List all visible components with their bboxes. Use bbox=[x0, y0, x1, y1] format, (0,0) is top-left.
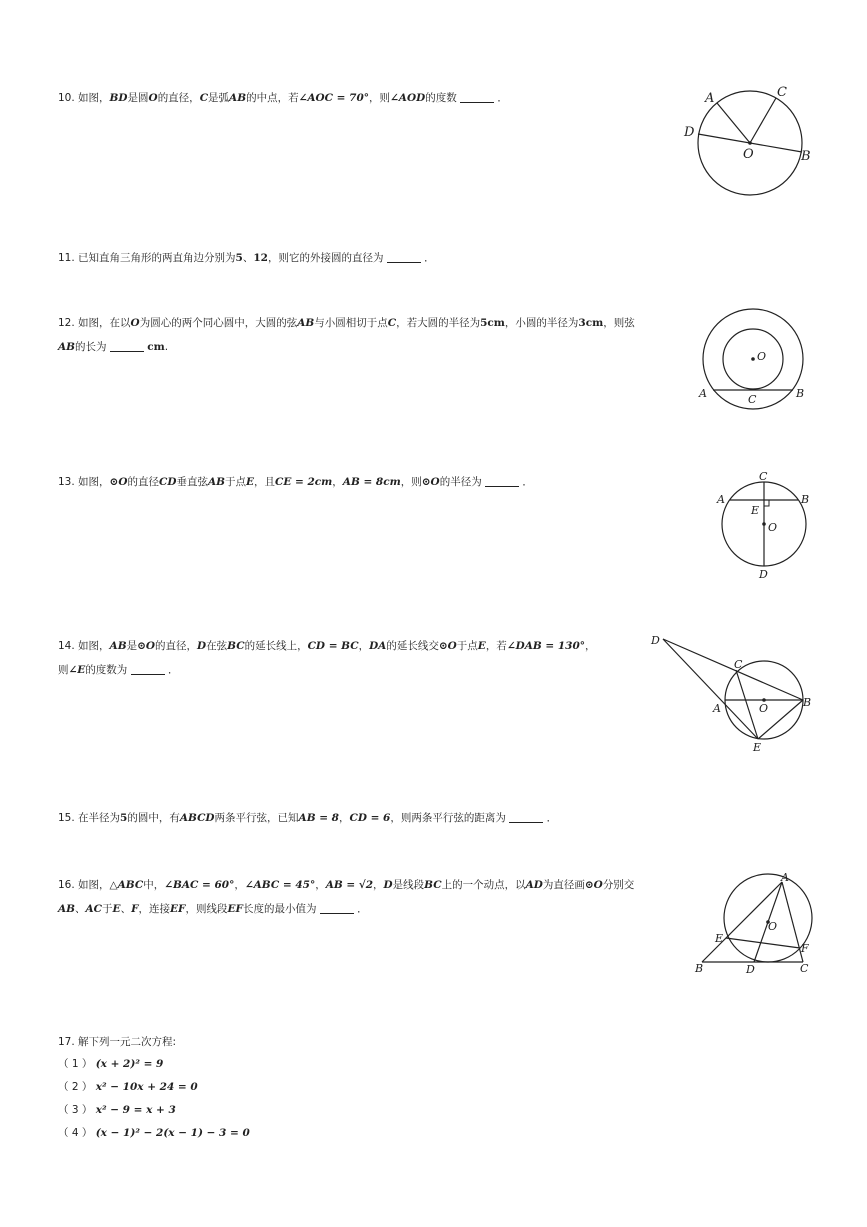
q15-number: 15. bbox=[58, 812, 75, 824]
q12-math: O bbox=[130, 317, 140, 329]
q16-text: 如图， bbox=[78, 879, 110, 891]
q12-text: 如图，在以 bbox=[78, 317, 131, 329]
q16-text: 分别交 bbox=[602, 879, 635, 891]
label-c: C bbox=[800, 962, 809, 975]
q16-math: E bbox=[112, 903, 121, 915]
q16-text: ， bbox=[315, 879, 326, 891]
q14-text: 是 bbox=[126, 640, 138, 652]
q12-text: . bbox=[164, 341, 169, 353]
q13-text: ，且 bbox=[254, 476, 276, 488]
q13-text: ． bbox=[522, 476, 533, 488]
q11-number: 11. bbox=[58, 252, 75, 264]
q16-figure bbox=[690, 872, 820, 982]
q15-text: 在半径为 bbox=[78, 812, 121, 824]
label-a: A bbox=[781, 871, 789, 884]
q10-math: BD bbox=[109, 92, 128, 104]
answer-blank[interactable] bbox=[509, 810, 543, 823]
q17-equation: x² − 10x + 24 = 0 bbox=[95, 1081, 198, 1093]
q11-math: 12 bbox=[253, 252, 268, 264]
q15-text: ，则两条平行弦的距离为 bbox=[390, 812, 506, 824]
q16-text: ，连接 bbox=[138, 903, 171, 915]
answer-blank[interactable] bbox=[110, 339, 144, 352]
q14-text: ，若 bbox=[485, 640, 507, 652]
q17-item bbox=[58, 1100, 176, 1120]
q14-text: 如图， bbox=[78, 640, 110, 652]
q13-math: AB bbox=[207, 476, 225, 488]
q15-math: CD = 6 bbox=[349, 812, 391, 824]
q14-number: 14. bbox=[58, 640, 75, 652]
q13-text: 如图， bbox=[78, 476, 110, 488]
q10-number: 10. bbox=[58, 92, 75, 104]
q12-number: 12. bbox=[58, 317, 75, 329]
q17-equation: (x + 2)² = 9 bbox=[95, 1058, 164, 1070]
label-d: D bbox=[684, 125, 695, 140]
q10-math: ∠AOC = 70° bbox=[298, 92, 369, 104]
label-b: B bbox=[796, 387, 805, 400]
q13-text: 垂直弦 bbox=[176, 476, 208, 488]
q16-text: 于 bbox=[102, 903, 113, 915]
label-b: B bbox=[695, 962, 704, 975]
q12-text: 为圆心的两个同心圆中，大圆的弦 bbox=[139, 317, 298, 329]
q16-math: EF bbox=[170, 903, 186, 915]
q11-text: 、 bbox=[242, 252, 254, 264]
q17-item bbox=[58, 1077, 198, 1097]
q16-math: EF bbox=[227, 903, 243, 915]
q16-text: ． bbox=[357, 903, 368, 915]
q17-item-label: （ 1 ） bbox=[58, 1058, 93, 1070]
q12-text: ，则弦 bbox=[603, 317, 635, 329]
q12-text: 的长为 bbox=[75, 341, 107, 353]
label-c: C bbox=[777, 85, 787, 100]
q14-text: ， bbox=[585, 640, 596, 652]
q15-text: 的圆中，有 bbox=[127, 812, 180, 824]
q13-text: 的直径 bbox=[127, 476, 159, 488]
q14-text: 则 bbox=[58, 664, 69, 676]
q12-figure bbox=[695, 314, 815, 409]
q13-math: ⊙O bbox=[109, 476, 128, 488]
circle-outline bbox=[724, 874, 812, 962]
q10-math: AB bbox=[229, 92, 247, 104]
q12-math: cm bbox=[147, 341, 165, 353]
segment-ef bbox=[726, 938, 800, 948]
q17-item bbox=[58, 1123, 250, 1143]
line-de bbox=[663, 639, 758, 739]
q10-text: ． bbox=[497, 92, 508, 104]
question-17-title: 17. 解下列一元二次方程: bbox=[58, 1036, 177, 1048]
label-o: O bbox=[757, 350, 767, 363]
q14-math: D bbox=[197, 640, 207, 652]
center-point bbox=[762, 522, 766, 526]
q14-text: 在弦 bbox=[206, 640, 228, 652]
q10-math: ∠AOD bbox=[390, 92, 426, 104]
q13-figure bbox=[710, 468, 820, 583]
q14-math: ∠E bbox=[68, 664, 86, 676]
q16-math: F bbox=[131, 903, 139, 915]
q16-math: △ABC bbox=[109, 879, 144, 891]
label-b: B bbox=[803, 696, 812, 709]
q14-math: ⊙O bbox=[137, 640, 156, 652]
q11-text: ． bbox=[424, 252, 435, 264]
label-c: C bbox=[734, 658, 743, 671]
label-f: F bbox=[801, 942, 809, 955]
q15-text: ． bbox=[546, 812, 558, 824]
q14-math: CD = BC bbox=[307, 640, 359, 652]
q11-math: 5 bbox=[235, 252, 243, 264]
label-o: O bbox=[743, 147, 754, 162]
label-e: E bbox=[715, 932, 724, 945]
label-o: O bbox=[768, 521, 778, 534]
q14-figure bbox=[648, 630, 818, 755]
label-d: D bbox=[651, 634, 660, 647]
q13-text: 于点 bbox=[225, 476, 246, 488]
q14-math: DA bbox=[369, 640, 387, 652]
question-10 bbox=[58, 86, 508, 110]
q16-math: BC bbox=[424, 879, 442, 891]
label-a: A bbox=[713, 702, 721, 715]
q12-math: C bbox=[387, 317, 397, 329]
label-b: B bbox=[801, 149, 811, 164]
q13-math: CE = 2cm bbox=[275, 476, 333, 488]
q10-text: 如图， bbox=[78, 92, 110, 104]
question-11 bbox=[58, 246, 435, 270]
label-b: B bbox=[801, 493, 810, 506]
center-point bbox=[751, 357, 755, 361]
answer-blank[interactable] bbox=[485, 474, 519, 487]
q10-math: O bbox=[148, 92, 158, 104]
q16-math: ∠ABC = 45° bbox=[244, 879, 316, 891]
q17-item-label: （ 2 ） bbox=[58, 1081, 93, 1093]
q10-text: 的度数 bbox=[425, 92, 457, 104]
label-e: E bbox=[753, 741, 762, 754]
q16-math: D bbox=[383, 879, 393, 891]
label-d: D bbox=[759, 568, 768, 581]
center-point bbox=[748, 141, 752, 145]
q13-math: ⊙O bbox=[421, 476, 440, 488]
q16-text: 中， bbox=[143, 879, 165, 891]
q14-text: 的延长线交 bbox=[386, 640, 439, 652]
q16-text: 长度的最小值为 bbox=[242, 903, 317, 915]
q16-text: ， bbox=[373, 879, 384, 891]
q14-math: ⊙O bbox=[438, 640, 457, 652]
q16-number: 16. bbox=[58, 879, 75, 891]
q10-text: 的直径， bbox=[157, 92, 200, 104]
q14-text: ． bbox=[168, 664, 179, 676]
q12-math: 5cm bbox=[480, 317, 505, 329]
line-db bbox=[663, 639, 803, 700]
q10-text: 是弧 bbox=[208, 92, 230, 104]
q15-math: ABCD bbox=[179, 812, 215, 824]
answer-blank[interactable] bbox=[387, 250, 421, 263]
q16-math: ⊙O bbox=[584, 879, 603, 891]
q15-math: 5 bbox=[120, 812, 128, 824]
answer-blank[interactable] bbox=[460, 90, 494, 103]
q10-text: ，则 bbox=[369, 92, 390, 104]
q17-equation: x² − 9 = x + 3 bbox=[95, 1104, 176, 1116]
q16-math: AD bbox=[525, 879, 543, 891]
answer-blank[interactable] bbox=[320, 901, 354, 914]
q12-math: AB bbox=[58, 341, 76, 353]
q12-math: AB bbox=[297, 317, 315, 329]
right-angle-mark bbox=[764, 500, 769, 506]
label-o: O bbox=[759, 702, 769, 715]
q12-text: ，若大圆的半径为 bbox=[396, 317, 481, 329]
q14-math: ∠DAB = 130° bbox=[506, 640, 586, 652]
q13-math: AB = 8cm bbox=[342, 476, 401, 488]
q17-item bbox=[58, 1054, 163, 1074]
question-12 bbox=[58, 311, 688, 359]
q10-math: C bbox=[199, 92, 209, 104]
question-13 bbox=[58, 470, 533, 494]
q13-text: ，则 bbox=[400, 476, 422, 488]
q10-text: 是圆 bbox=[127, 92, 149, 104]
radius-oa bbox=[717, 103, 750, 143]
q17-equation: (x − 1)² − 2(x − 1) − 3 = 0 bbox=[95, 1127, 250, 1139]
q14-text: ， bbox=[358, 640, 370, 652]
label-a: A bbox=[699, 387, 707, 400]
question-14 bbox=[58, 634, 658, 682]
q14-math: E bbox=[477, 640, 486, 652]
question-16 bbox=[58, 873, 688, 921]
q14-text: 的度数为 bbox=[85, 664, 128, 676]
q16-math: AC bbox=[85, 903, 103, 915]
label-c: C bbox=[759, 470, 768, 483]
q17-item-label: （ 4 ） bbox=[58, 1127, 93, 1139]
q15-text: ， bbox=[338, 812, 350, 824]
q16-text: ，则线段 bbox=[185, 903, 228, 915]
q14-math: BC bbox=[227, 640, 245, 652]
q16-math: ∠BAC = 60° bbox=[164, 879, 235, 891]
q14-text: 的直径， bbox=[155, 640, 198, 652]
answer-blank[interactable] bbox=[131, 662, 165, 675]
q15-math: AB = 8 bbox=[298, 812, 339, 824]
q16-text: ， bbox=[234, 879, 245, 891]
label-a: A bbox=[705, 91, 715, 106]
q16-text: 、 bbox=[75, 903, 86, 915]
line-ce bbox=[736, 670, 758, 739]
q16-text: 为直径画 bbox=[542, 879, 585, 891]
label-d: D bbox=[746, 963, 755, 976]
q13-text: ， bbox=[332, 476, 343, 488]
q15-text: 两条平行弦，已知 bbox=[214, 812, 299, 824]
label-c: C bbox=[748, 393, 757, 406]
label-o: O bbox=[768, 920, 778, 933]
q10-figure bbox=[675, 80, 815, 205]
q13-math: E bbox=[246, 476, 255, 488]
q13-text: 的半径为 bbox=[439, 476, 482, 488]
q16-math: AB bbox=[58, 903, 76, 915]
q12-math: 3cm bbox=[578, 317, 604, 329]
q16-math: AB = √2 bbox=[325, 879, 374, 891]
q12-text: ，小圆的半径为 bbox=[504, 317, 579, 329]
q11-text: ，则它的外接圆的直径为 bbox=[267, 252, 384, 264]
q17-item-label: （ 3 ） bbox=[58, 1104, 93, 1116]
q10-text: 的中点，若 bbox=[246, 92, 299, 104]
q14-math: AB bbox=[109, 640, 127, 652]
question-15 bbox=[58, 806, 557, 830]
q16-text: 是线段 bbox=[392, 879, 425, 891]
q14-text: 于点 bbox=[456, 640, 478, 652]
q13-number: 13. bbox=[58, 476, 75, 488]
q11-text: 已知直角三角形的两直角边分别为 bbox=[78, 252, 236, 264]
q16-text: 、 bbox=[120, 903, 132, 915]
q14-text: 的延长线上， bbox=[244, 640, 308, 652]
segment-ac bbox=[782, 882, 803, 962]
label-a: A bbox=[717, 493, 725, 506]
q16-text: 上的一个动点，以 bbox=[441, 879, 526, 891]
label-e: E bbox=[751, 504, 760, 517]
radius-oc bbox=[750, 98, 776, 143]
q12-text: 与小圆相切于点 bbox=[314, 317, 388, 329]
q13-math: CD bbox=[159, 476, 177, 488]
